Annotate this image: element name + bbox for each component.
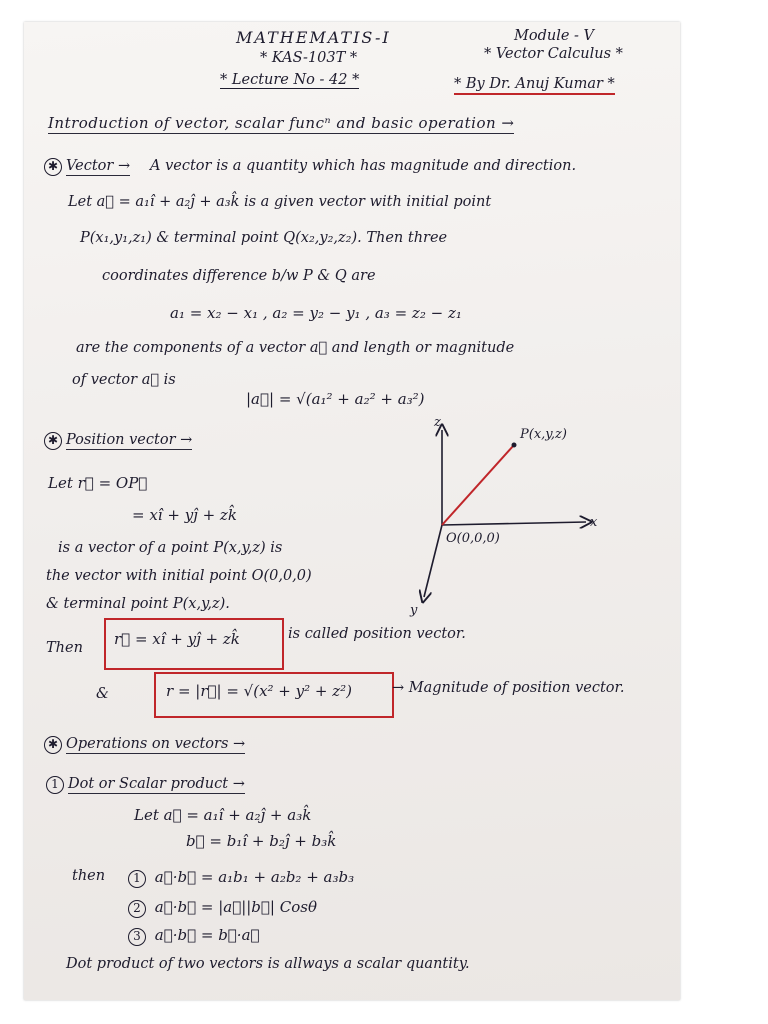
star-bullet-icon: ✱	[44, 736, 62, 754]
dot-let-a: Let a⃗ = a₁î + a₂ĵ + a₃k̂	[134, 806, 312, 824]
number-one-icon: 1	[46, 776, 64, 794]
dot-property-3: a⃗·b⃗ = b⃗·a⃗	[154, 926, 260, 944]
y-axis	[424, 525, 442, 597]
dot-heading: Dot or Scalar product →	[68, 776, 245, 792]
dot-property-1-row	[128, 868, 354, 888]
vector-definition: A vector is a quantity which has magnitude and direction.	[150, 158, 577, 174]
number-1-icon: 1	[128, 870, 146, 888]
intro-title: Introduction of vector, scalar funcⁿ and basic operation →	[48, 114, 515, 132]
star-bullet-icon: ✱	[44, 432, 62, 450]
position-amp: &	[96, 686, 109, 702]
number-2-icon: 2	[128, 900, 146, 918]
operations-heading-row	[44, 736, 245, 754]
module-topic: * Vector Calculus *	[484, 46, 623, 62]
number-3-icon: 3	[128, 928, 146, 946]
x-axis	[442, 522, 586, 525]
dot-then: then	[72, 868, 106, 884]
operations-heading: Operations on vectors →	[66, 736, 246, 752]
author-name: * By Dr. Anuj Kumar *	[454, 76, 615, 95]
module-label: Module - V	[514, 28, 595, 44]
dot-property-3-row	[128, 926, 260, 946]
position-then: Then	[46, 640, 83, 656]
position-heading: Position vector →	[66, 432, 193, 448]
position-line-2: the vector with initial point O(0,0,0)	[46, 568, 312, 584]
y-label: y	[410, 603, 418, 618]
dot-property-2: a⃗·b⃗ = |a⃗||b⃗| Cosθ	[154, 898, 317, 916]
dot-property-1: a⃗·b⃗ = a₁b₁ + a₂b₂ + a₃b₃	[154, 868, 355, 886]
origin-label: O(0,0,0)	[446, 531, 500, 546]
notebook-page	[24, 22, 680, 1000]
z-label: z	[434, 415, 441, 430]
position-vector-figure	[24, 22, 680, 1000]
lecture-number: * Lecture No - 42 *	[220, 72, 360, 88]
dot-conclusion: Dot product of two vectors is allways a scalar quantity.	[66, 956, 470, 972]
point-p	[512, 443, 517, 448]
x-label: x	[590, 515, 598, 530]
vector-heading: Vector →	[66, 158, 131, 174]
position-equation: = xî + yĵ + zk̂	[132, 506, 237, 524]
point-label: P(x,y,z)	[520, 427, 567, 442]
vector-line-5: of vector a⃗ is	[72, 372, 176, 388]
vector-line-3: coordinates difference b/w P & Q are	[102, 268, 376, 284]
dot-let-b: b⃗ = b₁î + b₂ĵ + b₃k̂	[186, 832, 337, 850]
vector-magnitude: |a⃗| = √(a₁² + a₂² + a₃²)	[246, 390, 425, 408]
star-bullet-icon: ✱	[44, 158, 62, 176]
dot-property-2-row	[128, 898, 317, 918]
dot-heading-row	[46, 776, 245, 794]
course-title: MATHEMATIS-I	[236, 28, 391, 47]
vector-line-2: P(x₁,y₁,z₁) & terminal point Q(x₂,y₂,z₂). Then three	[80, 230, 448, 246]
position-magnitude-equation: r = |r⃗| = √(x² + y² + z²)	[166, 682, 353, 700]
position-line-1: is a vector of a point P(x,y,z) is	[58, 540, 283, 556]
course-code: * KAS-103T *	[260, 50, 358, 66]
position-line-3: & terminal point P(x,y,z).	[46, 596, 230, 612]
vector-line-1: Let a⃗ = a₁î + a₂ĵ + a₃k̂ is a given vector with initial point	[68, 194, 492, 210]
vector-line-4: are the components of a vector a⃗ and length or magnitude	[76, 340, 515, 356]
position-let: Let r⃗ = OP⃗	[48, 474, 148, 492]
position-called: is called position vector.	[288, 626, 466, 642]
position-magnitude-note: → Magnitude of position vector.	[392, 680, 625, 696]
position-boxed-equation: r⃗ = xî + yĵ + zk̂	[114, 630, 240, 648]
vector-components: a₁ = x₂ − x₁ , a₂ = y₂ − y₁ , a₃ = z₂ − z₁	[170, 304, 462, 322]
position-vector-line	[442, 445, 514, 525]
